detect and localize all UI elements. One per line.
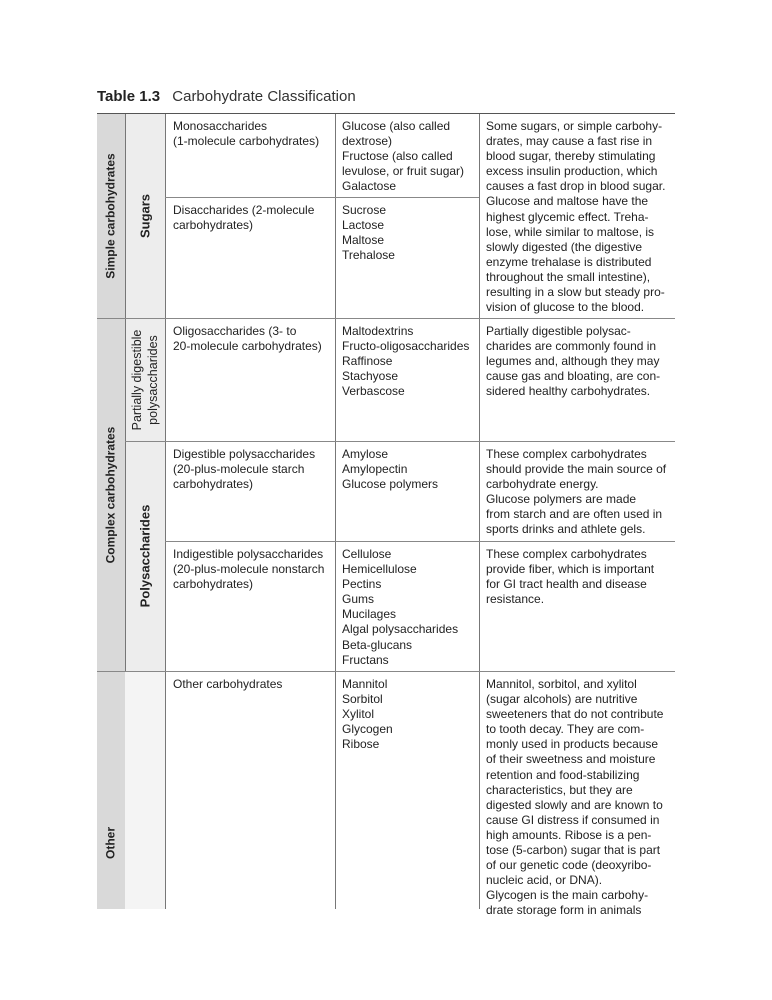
subgroup-label-partially-digestible: Partially digestible polysaccharides — [130, 329, 160, 431]
row-divider — [97, 671, 675, 672]
description-oligosaccharides: Partially digestible polysac- charides are commonly found in legumes and, although they may cause gas and bloating, are con- sidered healthy carbohydrates. — [486, 324, 661, 399]
list-item: Pectins — [342, 577, 382, 592]
row-divider — [97, 318, 675, 319]
list-item: Glucose polymers — [342, 477, 439, 492]
list-item: Maltodextrins — [342, 324, 414, 338]
list-item: Fructose (also called — [342, 149, 453, 164]
other-subgroup-band — [125, 671, 165, 909]
table-caption — [97, 88, 356, 105]
list-item: Galactose — [342, 179, 397, 194]
divider — [165, 114, 166, 909]
description-indigestible-polysaccharides: These complex carbohydrates provide fiber, which is important for GI tract health and disease resistance. — [486, 547, 655, 607]
table-top-rule — [97, 113, 675, 114]
row-items-indigestible-polysaccharides — [342, 547, 458, 668]
divider — [479, 114, 480, 909]
divider — [335, 114, 336, 909]
group-label-other: Other — [103, 826, 118, 860]
description-other: Mannitol, sorbitol, and xylitol (sugar alcohols) are nutritive sweeteners that do not contribute to tooth decay. They are com- monly used in products because of their sweetness and moisture retention and food-stabilizing characteristics, but they are digested slowly and are known to cause GI distress if consumed in high amounts. Ribose is a pen- tose (5-carbon) sugar that is part of our genetic code (deoxyribo- nucleic acid, or DNA). Glycogen is the main carbohy- drate storage form in animals — [486, 677, 664, 918]
list-item: Glycogen — [342, 722, 393, 737]
description-digestible-polysaccharides: These complex carbohydrates should provide the main source of carbohydrate energy. Glucose polymers are made from starch and are often used in sports drinks and athlete gels. — [486, 447, 667, 537]
description-other-clip — [486, 677, 676, 918]
group-label-complex: Complex carbohydrates — [103, 426, 118, 564]
list-item: levulose, or fruit sugar) — [342, 164, 465, 179]
list-item: Sucrose — [342, 203, 387, 217]
list-item: Raffinose — [342, 354, 393, 369]
list-item: dextrose) — [342, 134, 393, 149]
list-item: Mucilages — [342, 607, 397, 622]
row-type-digestible-polysaccharides: Digestible polysaccharides (20-plus-molecule starch carbohydrates) — [173, 447, 316, 492]
row-type-monosaccharides: Monosaccharides (1-molecule carbohydrates) — [173, 119, 320, 149]
list-item: Sorbitol — [342, 692, 383, 707]
row-type-oligosaccharides: Oligosaccharides (3- to 20-molecule carbohydrates) — [173, 324, 322, 354]
list-item: Glucose (also called — [342, 119, 451, 133]
row-items-digestible-polysaccharides — [342, 447, 438, 492]
list-item: Mannitol — [342, 677, 388, 691]
list-item: Verbascose — [342, 384, 405, 399]
divider — [125, 114, 126, 671]
row-items-disaccharides — [342, 203, 395, 263]
list-item: Algal polysaccharides — [342, 622, 459, 637]
subgroup-label-polysaccharides: Polysaccharides — [137, 504, 153, 608]
row-items-oligosaccharides — [342, 324, 469, 399]
list-item: Ribose — [342, 737, 380, 752]
row-items-other — [342, 677, 393, 752]
row-type-disaccharides: Disaccharides (2-molecule carbohydrates) — [173, 203, 315, 233]
list-item: Gums — [342, 592, 375, 607]
row-type-indigestible-polysaccharides: Indigestible polysaccharides (20-plus-molecule nonstarch carbohydrates) — [173, 547, 325, 592]
description-sugars: Some sugars, or simple carbohy- drates, may cause a fast rise in blood sugar, thereby stimulating excess insulin production, which causes a fast drop in blood sugar. Glucose and maltose have the highest glycemic effect. Treha- lose, while similar to maltose, is slowly digested (the digestive enzyme trehalase is distributed throughout the small intestine), resulting in a slow but steady pro- vision of glucose to the blood. — [486, 119, 666, 315]
list-item: Amylopectin — [342, 462, 408, 477]
list-item: Maltose — [342, 233, 385, 248]
list-item: Stachyose — [342, 369, 399, 384]
list-item: Fructo-oligosaccharides — [342, 339, 470, 354]
table-number: Table 1.3 — [97, 88, 161, 105]
list-item: Hemicellulose — [342, 562, 417, 577]
row-divider — [125, 441, 675, 442]
group-label-simple: Simple carbohydrates — [103, 153, 118, 279]
list-item: Xylitol — [342, 707, 375, 722]
list-item: Trehalose — [342, 248, 395, 263]
row-items-monosaccharides — [342, 119, 464, 194]
table-title: Carbohydrate Classification — [172, 88, 356, 105]
row-type-other: Other carbohydrates — [173, 677, 283, 691]
subgroup-label-sugars: Sugars — [137, 193, 153, 239]
list-item: Beta-glucans — [342, 637, 413, 652]
row-divider — [165, 541, 675, 542]
list-item: Fructans — [342, 652, 389, 667]
list-item: Lactose — [342, 218, 385, 233]
row-divider — [165, 197, 479, 198]
list-item: Amylose — [342, 447, 389, 461]
list-item: Cellulose — [342, 547, 392, 561]
